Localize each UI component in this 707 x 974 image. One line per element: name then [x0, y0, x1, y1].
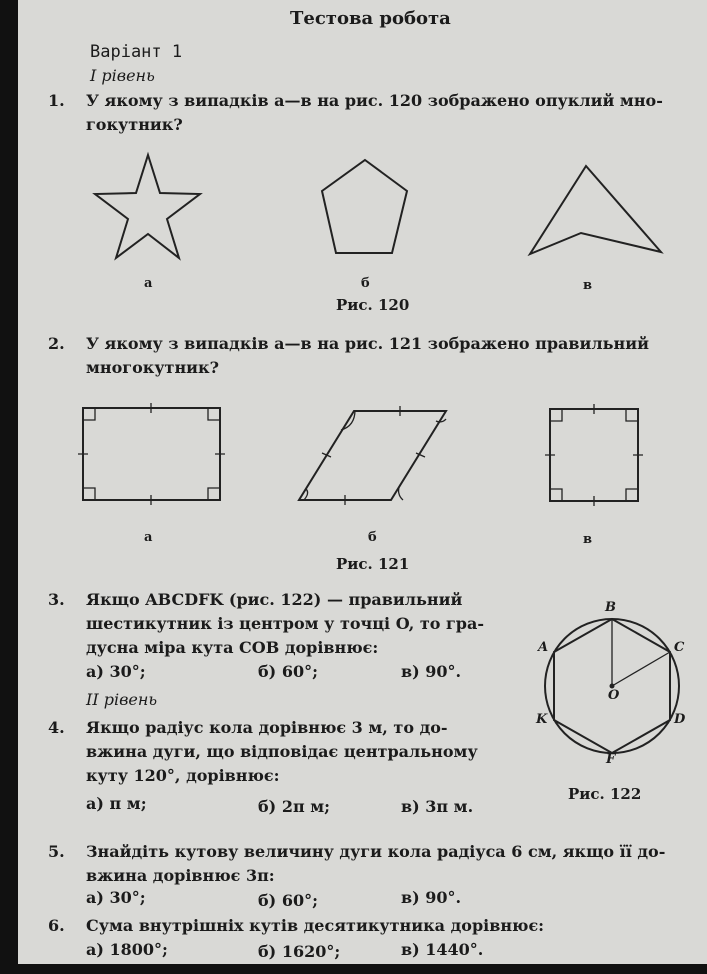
test-sheet: [18, 0, 707, 964]
vertex-b-label: B: [605, 600, 616, 615]
q3-text-line3: дусна міра кута COB дорівнює:: [86, 638, 379, 657]
hexagon-circle-figure: [545, 619, 679, 753]
variant-heading: Варіант 1: [90, 42, 183, 62]
vertex-k-label: K: [536, 712, 548, 727]
fig121-caption: Рис. 121: [336, 555, 410, 573]
q6-answer-v: в) 1440°.: [401, 940, 484, 959]
q4-number: 4.: [48, 718, 65, 737]
vertex-c-label: C: [674, 640, 685, 655]
q4-text-line3: куту 120°, дорівнює:: [86, 766, 280, 785]
q5-answer-a: а) 30°;: [86, 888, 146, 907]
q4-answer-b: б) 2π м;: [258, 797, 331, 816]
level-1-heading: I рівень: [90, 66, 155, 85]
center-o-label: O: [608, 688, 620, 703]
concave-figure: [530, 166, 661, 254]
q5-text-line2: вжина дорівнює 3π:: [86, 866, 275, 885]
level-2-heading: II рівень: [86, 690, 158, 709]
q3-answer-a: а) 30°;: [86, 662, 146, 681]
fig121-label-v: в: [583, 532, 593, 547]
star-figure: [95, 155, 200, 258]
q6-number: 6.: [48, 916, 65, 935]
vertex-d-label: D: [674, 712, 686, 727]
q6-answer-a: а) 1800°;: [86, 940, 168, 959]
rectangle-figure: [78, 403, 225, 505]
q1-number: 1.: [48, 91, 65, 110]
fig120-label-a: а: [144, 276, 153, 291]
q5-answer-v: в) 90°.: [401, 888, 462, 907]
q5-text-line1: Знайдіть кутову величину дуги кола радіуса 6 см, якщо її до-: [86, 842, 666, 861]
pentagon-figure: [322, 160, 407, 253]
square-figure: [545, 404, 643, 506]
q2-number: 2.: [48, 334, 65, 353]
q5-answer-b: б) 60°;: [258, 891, 318, 910]
q5-number: 5.: [48, 842, 65, 861]
fig120-label-v: в: [583, 278, 593, 293]
q1-text-line2: гокутник?: [86, 115, 183, 134]
q4-answer-a: а) π м;: [86, 794, 147, 813]
q6-answer-b: б) 1620°;: [258, 942, 341, 961]
figure-drawings: [18, 0, 707, 964]
q2-text-line1: У якому з випадків а—в на рис. 121 зображено правильний: [86, 334, 649, 353]
q4-text-line1: Якщо радіус кола дорівнює 3 м, то до-: [86, 718, 448, 737]
vertex-a-label: A: [538, 640, 549, 655]
fig121-label-a: а: [144, 530, 153, 545]
q3-answer-b: б) 60°;: [258, 662, 318, 681]
q3-answer-v: в) 90°.: [401, 662, 462, 681]
q4-text-line2: вжина дуги, що відповідає центральному: [86, 742, 478, 761]
q3-text-line2: шестикутник із центром у точці O, то гра-: [86, 614, 484, 633]
q3-text-line1: Якщо ABCDFK (рис. 122) — правильний: [86, 590, 463, 609]
fig120-caption: Рис. 120: [336, 296, 410, 314]
page-title: Тестова робота: [290, 8, 451, 29]
rhombus-figure: [299, 406, 446, 505]
fig122-caption: Рис. 122: [568, 785, 642, 803]
q6-text-line1: Сума внутрішніх кутів десятикутника дорівнює:: [86, 916, 545, 935]
q2-text-line2: многокутник?: [86, 358, 219, 377]
fig121-label-b: б: [368, 530, 377, 545]
fig120-label-b: б: [361, 276, 370, 291]
vertex-f-label: F: [606, 752, 616, 767]
q3-number: 3.: [48, 590, 65, 609]
q4-answer-v: в) 3π м.: [401, 797, 474, 816]
q1-text-line1: У якому з випадків а—в на рис. 120 зображено опуклий мно-: [86, 91, 663, 110]
